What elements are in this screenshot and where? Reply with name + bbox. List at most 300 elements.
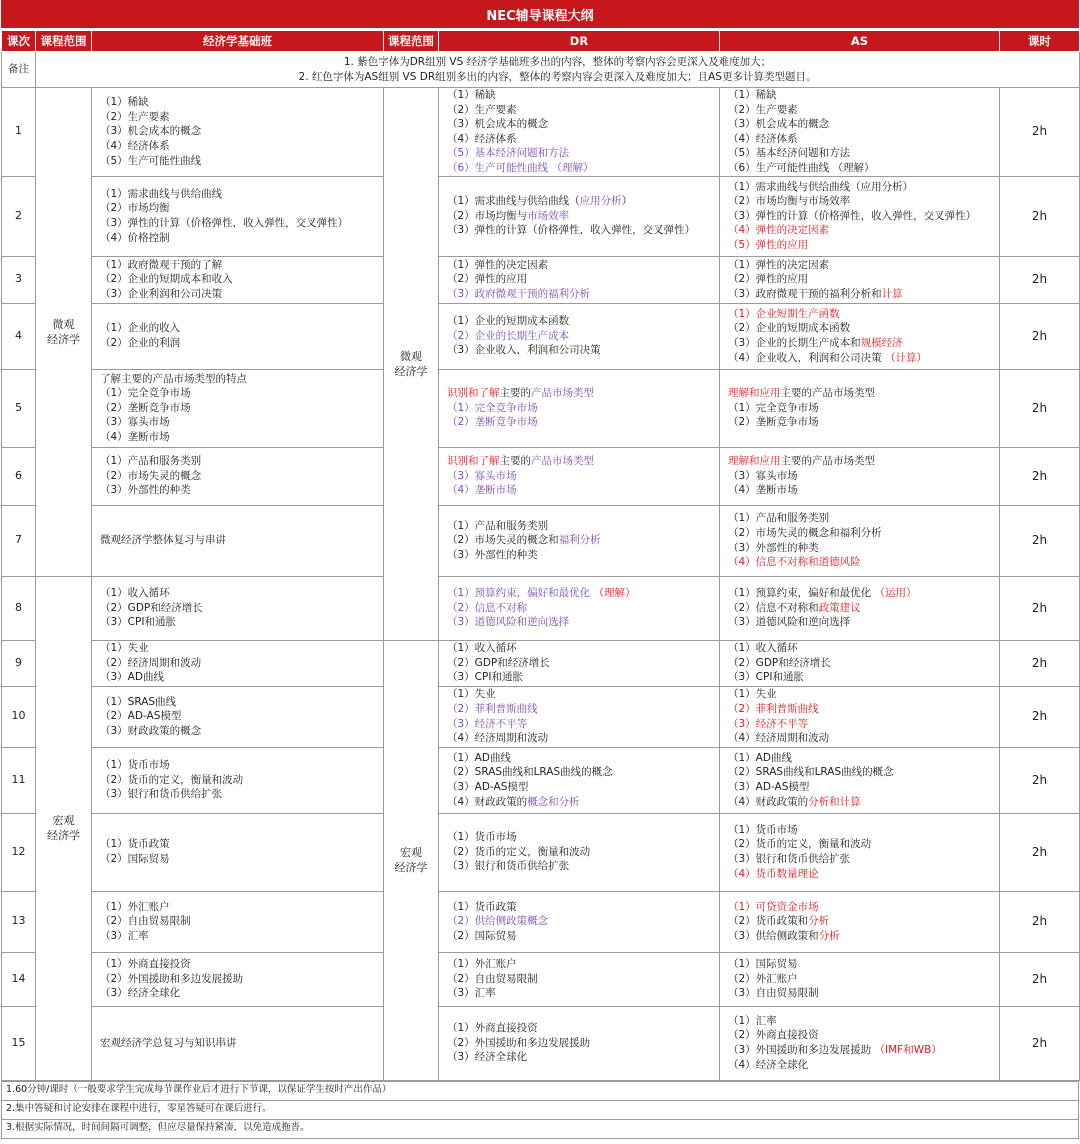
as-cell [720, 369, 1000, 447]
basic-cell [92, 747, 384, 813]
table-row [2, 686, 1080, 747]
item-text: （2）垄断竞争市场 [100, 401, 191, 414]
item-text: （6）生产可能性曲线 （理解） [728, 161, 875, 174]
as-cell [720, 891, 1000, 952]
item-text: （3）银行和货币供给扩张 [100, 788, 223, 801]
list-item [100, 601, 379, 616]
list-item [447, 343, 715, 358]
as-cell [720, 686, 1000, 747]
as-cell [720, 303, 1000, 369]
list-item [728, 837, 995, 852]
item-text: （3）机会成本的概念 [447, 118, 549, 131]
item-text: （1）货币市场 [100, 759, 170, 772]
list-item [447, 656, 715, 671]
list-item [447, 830, 715, 845]
hours-cell: 2h [1000, 640, 1080, 686]
basic-cell [92, 576, 384, 640]
list-item [100, 372, 379, 387]
basic-cell [92, 447, 384, 505]
list-item [100, 231, 379, 246]
list-item [728, 541, 995, 556]
list-item [447, 209, 715, 224]
item-text: 了解主要的产品市场类型的特点 [100, 372, 247, 385]
table-header-row [2, 31, 1080, 52]
course-range [36, 88, 92, 577]
item-text: （3）CPI和通胀 [728, 671, 804, 684]
note-line-2: 2. 红色字体为AS组别 VS DR组别多出的内容，整体的考察内容会更深入及难度加大；且AS更多计算类型题目。 [298, 70, 817, 83]
item-text: （1）国际贸易 [728, 958, 798, 971]
list-item [447, 287, 715, 302]
item-text: （5）生产可能性曲线 [100, 154, 202, 167]
list-item [728, 641, 995, 656]
item-text: （3）机会成本的概念 [728, 118, 830, 131]
purple-text: 市场效率 [527, 209, 570, 222]
basic-cell [92, 640, 384, 686]
list-item [100, 258, 379, 273]
item-text: （2）弹性的应用 [728, 273, 809, 286]
list-item [100, 709, 379, 724]
item-text: （4）经济周期和波动 [447, 732, 549, 745]
item-text: （3）机会成本的概念 [100, 125, 202, 138]
item-text: （1）外商直接投资 [100, 958, 191, 971]
item-text: （2）自由贸易限制 [447, 972, 538, 985]
list-item [728, 823, 995, 838]
list-item [728, 511, 995, 526]
item-text: （1）货币市场 [728, 823, 798, 836]
list-item [728, 986, 995, 1001]
list-item [728, 687, 995, 702]
list-item [447, 717, 715, 732]
item-text: （1）汇率 [728, 1014, 777, 1027]
item-text: （4）经济周期和波动 [728, 732, 830, 745]
list-item [100, 272, 379, 287]
list-item [728, 103, 995, 118]
item-text: （1）企业的短期成本函数 [447, 315, 570, 328]
item-text: （1）失业 [447, 688, 496, 701]
as-cell [720, 447, 1000, 505]
basic-cell [92, 256, 384, 303]
hours-cell: 2h [1000, 88, 1080, 177]
list-item [447, 1021, 715, 1036]
header-basic: 经济学基础班 [92, 31, 384, 52]
item-text: （1）SRAS曲线 [100, 695, 177, 708]
item-text: （2）生产要素 [447, 103, 517, 116]
header-range-2: 课程范围 [384, 31, 439, 52]
item-text: 主要的产品市场类型 [780, 387, 875, 400]
hours-cell: 2h [1000, 256, 1080, 303]
red-text: （4）信息不对称和道德风险 [728, 556, 861, 569]
item-text: 宏观经济学总复习与知识串讲 [100, 1036, 237, 1049]
list-item [728, 321, 995, 336]
table-row [2, 576, 1080, 640]
list-item [728, 656, 995, 671]
basic-cell [92, 88, 384, 177]
list-item [728, 386, 995, 401]
list-item [100, 401, 379, 416]
purple-text: （2）信息不对称 [447, 601, 528, 614]
item-text: （1）外汇账户 [100, 900, 170, 913]
item-text: （2）自由贸易限制 [100, 915, 191, 928]
list-item [728, 209, 995, 224]
item-text: （1）失业 [728, 688, 777, 701]
list-item [447, 615, 715, 630]
basic-cell [92, 1006, 384, 1080]
item-text: （2）生产要素 [728, 103, 798, 116]
list-item [100, 615, 379, 630]
item-text: （3）企业收入，利润和公司决策 [447, 344, 601, 357]
list-item [728, 972, 995, 987]
red-text: 分析和计算 [808, 795, 861, 808]
lesson-number: 1 [2, 88, 36, 177]
list-item [100, 837, 379, 852]
item-text: （2）外商直接投资 [728, 1029, 819, 1042]
basic-cell [92, 369, 384, 447]
basic-cell [92, 952, 384, 1006]
item-text: （2）市场均衡与 [447, 209, 528, 222]
header-hours: 课时 [1000, 31, 1080, 52]
item-text: （2）市场失灵的概念和 [447, 534, 559, 547]
hours-cell: 2h [1000, 576, 1080, 640]
list-item [100, 972, 379, 987]
item-text: （2）弹性的应用 [447, 273, 528, 286]
list-item [447, 641, 715, 656]
hours-cell: 2h [1000, 176, 1080, 256]
item-text: （3）汇率 [447, 987, 496, 1000]
item-text: （1）产品和服务类别 [100, 455, 202, 468]
list-item [100, 773, 379, 788]
red-text: 识别和了解 [447, 387, 500, 400]
item-text: （3）经济全球化 [100, 987, 181, 1000]
list-item [100, 900, 379, 915]
list-item [100, 386, 379, 401]
lesson-number: 14 [2, 952, 36, 1006]
item-text: （3）银行和货币供给扩张 [728, 853, 851, 866]
red-text: 理解和应用 [728, 455, 781, 468]
list-item [447, 103, 715, 118]
list-item [447, 161, 715, 176]
syllabus-sheet [1, 0, 1079, 1139]
hours-cell: 2h [1000, 952, 1080, 1006]
list-item [100, 483, 379, 498]
basic-cell [92, 891, 384, 952]
dr-cell [439, 747, 720, 813]
header-range-1: 课程范围 [36, 31, 92, 52]
list-item [728, 555, 995, 570]
course-range [384, 640, 439, 1080]
item-text: （3）经济全球化 [447, 1051, 528, 1064]
list-item [100, 454, 379, 469]
footer-row [2, 1119, 1079, 1138]
header-as: AS [720, 31, 1000, 52]
purple-text: （1）完全竞争市场 [447, 401, 538, 414]
purple-text: （1）预算约束，偏好和最优化 [447, 587, 594, 600]
item-text: （3）企业的长期生产成本和 [728, 337, 861, 350]
list-item [447, 986, 715, 1001]
table-row [2, 813, 1080, 891]
dr-cell [439, 256, 720, 303]
list-item [728, 194, 995, 209]
red-text: 理解和应用 [728, 387, 781, 400]
item-text: （1）AD曲线 [447, 751, 511, 764]
list-item [100, 139, 379, 154]
dr-cell [439, 576, 720, 640]
purple-text: （3）道德风险和逆向选择 [447, 616, 570, 629]
item-text: （1）货币政策 [447, 900, 517, 913]
header-dr: DR [439, 31, 720, 52]
item-text: （1）收入循环 [100, 587, 170, 600]
item-text: （2）国际贸易 [100, 853, 170, 866]
red-text: （5）弹性的应用 [728, 238, 809, 251]
item-text: （4）价格控制 [100, 231, 170, 244]
list-item [100, 852, 379, 867]
list-item [728, 1058, 995, 1073]
red-text: （4）货币数量理论 [728, 867, 819, 880]
item-text: （1）产品和服务类别 [728, 512, 830, 525]
header-lesson: 课次 [2, 31, 36, 52]
as-cell [720, 256, 1000, 303]
purple-text: 产品市场类型 [531, 455, 594, 468]
hours-cell: 2h [1000, 747, 1080, 813]
item-text: （3）AD-AS模型 [728, 781, 810, 794]
hours-cell: 2h [1000, 686, 1080, 747]
list-item [728, 287, 995, 302]
list-item [728, 717, 995, 732]
hours-cell: 2h [1000, 505, 1080, 576]
footer-note: 3.根据实际情况，时间间隔可调整，但应尽量保持紧凑，以免造成拖沓。 [2, 1119, 1079, 1138]
list-item [447, 751, 715, 766]
item-text: （1）外汇账户 [447, 958, 517, 971]
list-item [728, 454, 995, 469]
item-text: （4）财政政策的 [447, 795, 528, 808]
red-text: 政策建议 [818, 601, 861, 614]
course-range [384, 88, 439, 641]
course-range-line: 经济学 [394, 364, 428, 378]
item-text: （1）企业的收入 [100, 322, 181, 335]
item-text: （2）经济周期和波动 [100, 656, 202, 669]
list-item [728, 272, 995, 287]
list-item [447, 702, 715, 717]
purple-text: （6）生产可能性曲线 （理解） [447, 161, 594, 174]
list-item [447, 845, 715, 860]
table-row [2, 256, 1080, 303]
list-item [728, 670, 995, 685]
item-text: （1）稀缺 [728, 89, 777, 101]
list-item [728, 180, 995, 195]
list-item [100, 787, 379, 802]
lesson-number: 6 [2, 447, 36, 505]
dr-cell [439, 813, 720, 891]
item-text: （2）市场失灵的概念和福利分析 [728, 526, 882, 539]
item-text: 微观经济学整体复习与串讲 [100, 534, 226, 547]
item-text: （2）AD-AS模型 [100, 710, 182, 723]
item-text: （4）经济体系 [447, 132, 517, 145]
hours-cell: 2h [1000, 891, 1080, 952]
list-item [447, 1050, 715, 1065]
list-item [100, 187, 379, 202]
list-item [100, 758, 379, 773]
list-item [100, 670, 379, 685]
list-item [447, 601, 715, 616]
list-item [100, 110, 379, 125]
list-item [728, 615, 995, 630]
list-item [447, 780, 715, 795]
dr-cell [439, 447, 720, 505]
item-text: （3）AD曲线 [100, 671, 164, 684]
lesson-number: 5 [2, 369, 36, 447]
list-item [447, 972, 715, 987]
red-text: （4）弹性的决定因素 [728, 224, 830, 237]
footer-row [2, 1081, 1079, 1100]
list-item [728, 469, 995, 484]
list-item [447, 88, 715, 103]
hours-cell: 2h [1000, 369, 1080, 447]
item-text: （2）国际贸易 [447, 929, 517, 942]
list-item [447, 386, 715, 401]
item-text: （2）外国援助和多边发展援助 [447, 1036, 591, 1049]
list-item [728, 780, 995, 795]
purple-text: （5）基本经济问题和方法 [447, 147, 570, 160]
purple-text: （2）供给侧政策概念 [447, 915, 549, 928]
red-text: （3）经济不平等 [728, 717, 809, 730]
list-item [728, 336, 995, 351]
item-text: （4）企业收入，利润和公司决策 [728, 351, 886, 364]
list-item [447, 415, 715, 430]
list-item [447, 483, 715, 498]
note-label: 备注 [2, 52, 36, 88]
lesson-number: 11 [2, 747, 36, 813]
item-text: （4）经济全球化 [728, 1058, 809, 1071]
item-text: （4）垄断市场 [728, 484, 798, 497]
item-text: （3）寡头市场 [728, 469, 798, 482]
list-item [447, 765, 715, 780]
list-item [728, 929, 995, 944]
item-text: （1）弹性的决定因素 [447, 258, 549, 271]
list-item [728, 765, 995, 780]
item-text: （2）市场失灵的概念 [100, 469, 202, 482]
course-range-line: 经济学 [394, 861, 428, 875]
list-item [728, 88, 995, 103]
list-item [447, 670, 715, 685]
dr-cell [439, 303, 720, 369]
item-text: ） [621, 195, 633, 208]
item-text: （3）自由贸易限制 [728, 987, 819, 1000]
dr-cell [439, 1006, 720, 1080]
list-item [728, 483, 995, 498]
list-item [447, 132, 715, 147]
list-item [728, 223, 995, 238]
item-text: （1）收入循环 [447, 642, 517, 655]
dr-cell [439, 369, 720, 447]
footer-note: 2.集中答疑和讨论安排在课程中进行，零星答疑可在课后进行。 [2, 1100, 1079, 1119]
purple-text: 概念和分析 [527, 795, 580, 808]
list-item [728, 401, 995, 416]
list-item [100, 469, 379, 484]
list-item [100, 914, 379, 929]
list-item [728, 751, 995, 766]
list-item [100, 216, 379, 231]
item-text: （2）GDP和经济增长 [447, 656, 550, 669]
item-text: （4）垄断市场 [100, 430, 170, 443]
item-text: （3）外部性的种类 [100, 484, 191, 497]
item-text: （3）弹性的计算（价格弹性，收入弹性，交叉弹性） [447, 224, 696, 237]
red-text: （1）可贷资金市场 [728, 900, 819, 913]
item-text: （3）外部性的种类 [447, 548, 538, 561]
basic-cell [92, 686, 384, 747]
item-text: （2）GDP和经济增长 [728, 656, 831, 669]
list-item [728, 957, 995, 972]
item-text: （2）企业的短期成本和收入 [100, 273, 233, 286]
lesson-number: 9 [2, 640, 36, 686]
list-item [100, 430, 379, 445]
list-item [447, 469, 715, 484]
item-text: （4）经济体系 [100, 140, 170, 153]
list-item [447, 586, 715, 601]
footer-row [2, 1100, 1079, 1119]
basic-cell [92, 303, 384, 369]
list-item [100, 641, 379, 656]
course-range-line: 微观 [400, 349, 422, 363]
purple-text: （3）经济不平等 [447, 717, 528, 730]
item-text: （1）稀缺 [100, 96, 149, 109]
item-text: （3）AD-AS模型 [447, 781, 529, 794]
item-text: （2）市场均衡与市场效率 [728, 195, 851, 208]
table-row [2, 176, 1080, 256]
list-item [447, 194, 715, 209]
list-item [728, 914, 995, 929]
table-row [2, 369, 1080, 447]
item-text: （1）外商直接投资 [447, 1022, 538, 1035]
red-text: （1）企业短期生产函数 [728, 307, 840, 320]
purple-text: （4）垄断市场 [447, 484, 517, 497]
item-text: （1）稀缺 [447, 89, 496, 101]
item-text: （4）财政政策的 [728, 795, 809, 808]
lesson-number: 3 [2, 256, 36, 303]
table-row [2, 303, 1080, 369]
item-text: （1）货币市场 [447, 831, 517, 844]
item-text: （1）弹性的决定因素 [728, 258, 830, 271]
item-text: 主要的 [499, 455, 531, 468]
list-item [447, 548, 715, 563]
dr-cell [439, 88, 720, 177]
list-item [447, 731, 715, 746]
list-item [728, 1014, 995, 1029]
table-row [2, 640, 1080, 686]
list-item [447, 146, 715, 161]
note-content [36, 52, 1080, 88]
list-item [100, 287, 379, 302]
course-range-line: 宏观 [52, 814, 75, 828]
lesson-number: 4 [2, 303, 36, 369]
footer-table [1, 1081, 1079, 1139]
item-text: （2）货币的定义，衡量和波动 [100, 773, 244, 786]
item-text: （2）外汇账户 [728, 972, 798, 985]
red-text: （2）菲利普斯曲线 [728, 702, 819, 715]
footer-note: 1.60分钟/课时（一般要求学生完成每节课作业后才进行下节课，以保证学生按时产出作品） [2, 1081, 1079, 1100]
list-item [447, 314, 715, 329]
list-item [447, 117, 715, 132]
list-item [447, 519, 715, 534]
red-text: 分析 [818, 929, 840, 942]
list-item [447, 223, 715, 238]
purple-text: （3）寡头市场 [447, 469, 517, 482]
lesson-number: 13 [2, 891, 36, 952]
list-item [100, 95, 379, 110]
item-text: （2）货币的定义，衡量和波动 [447, 845, 591, 858]
list-item [447, 914, 715, 929]
list-item [100, 695, 379, 710]
item-text: （3）供给侧政策和 [728, 929, 819, 942]
item-text: （1）AD曲线 [728, 751, 792, 764]
